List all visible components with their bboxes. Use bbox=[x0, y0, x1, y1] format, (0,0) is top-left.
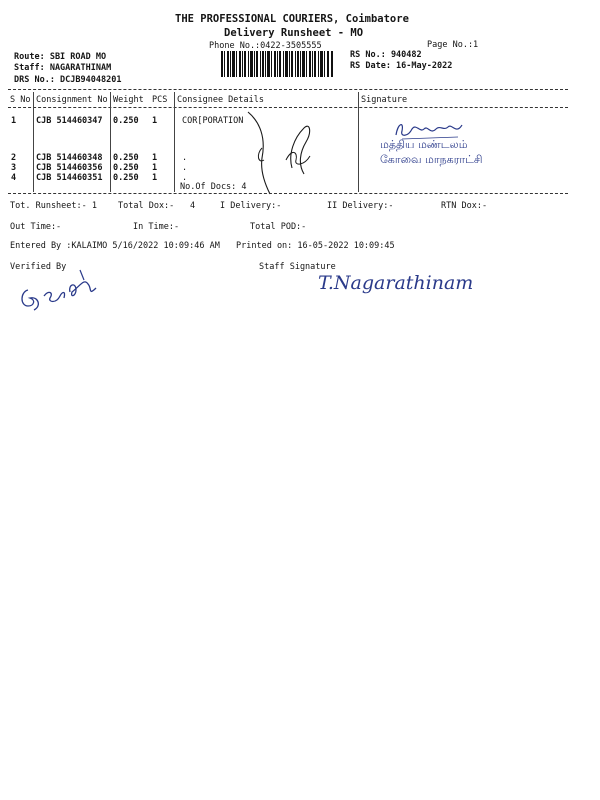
no-of-docs: No.Of Docs: 4 bbox=[180, 182, 247, 192]
in-time: In Time:- bbox=[133, 222, 180, 232]
stamp-line-1: மத்திய மண்டலம் bbox=[380, 138, 468, 151]
staff-signature-name: T.Nagarathinam bbox=[318, 272, 474, 294]
row-weight: 0.250 bbox=[113, 163, 139, 173]
verified-by-label: Verified By bbox=[10, 262, 67, 272]
col-header-sno: S No bbox=[10, 95, 31, 105]
ii-delivery: II Delivery:- bbox=[327, 201, 394, 211]
total-dox-value: 4 bbox=[190, 201, 196, 211]
row-pcs: 1 bbox=[152, 173, 158, 183]
tot-runsheet: Tot. Runsheet:- 1 bbox=[10, 201, 97, 211]
row-weight: 0.250 bbox=[113, 116, 139, 126]
row-sno: 3 bbox=[11, 163, 17, 173]
total-pod: Total POD:- bbox=[250, 222, 307, 232]
col-divider bbox=[110, 92, 111, 192]
out-time: Out Time:- bbox=[10, 222, 62, 232]
col-header-weight: Weight bbox=[113, 95, 144, 105]
col-divider bbox=[33, 92, 34, 192]
route-label: Route: SBI ROAD MO bbox=[14, 52, 107, 62]
col-header-details: Consignee Details bbox=[177, 95, 264, 105]
rtn-dox: RTN Dox:- bbox=[441, 201, 488, 211]
page-number: Page No.:1 bbox=[427, 40, 479, 50]
row-details: . bbox=[182, 153, 188, 163]
row-sno: 4 bbox=[11, 173, 17, 183]
printed-on: Printed on: 16-05-2022 10:09:45 bbox=[236, 241, 395, 251]
stamp-line-2: கோவை மாநகராட்சி bbox=[380, 153, 483, 166]
row-sno: 1 bbox=[11, 116, 17, 126]
col-header-pcs: PCS bbox=[152, 95, 168, 105]
row-weight: 0.250 bbox=[113, 173, 139, 183]
col-divider bbox=[358, 92, 359, 192]
rs-number: RS No.: 940482 bbox=[350, 50, 422, 60]
row-pcs: 1 bbox=[152, 153, 158, 163]
consignee-signature-scribble bbox=[240, 108, 340, 198]
row-details: . bbox=[182, 163, 188, 173]
row-sno: 2 bbox=[11, 153, 17, 163]
barcode bbox=[221, 51, 333, 77]
col-header-signature: Signature bbox=[361, 95, 408, 105]
col-header-consignment: Consignment No bbox=[36, 95, 108, 105]
row-details: . bbox=[182, 173, 188, 183]
document-title: Delivery Runsheet - MO bbox=[224, 27, 364, 39]
row-consignment: CJB 514460347 bbox=[36, 116, 103, 126]
company-name: THE PROFESSIONAL COURIERS, Coimbatore bbox=[175, 13, 409, 25]
table-top-rule bbox=[8, 89, 568, 90]
total-dox-label: Total Dox:- bbox=[118, 201, 175, 211]
row-pcs: 1 bbox=[152, 163, 158, 173]
row-pcs: 1 bbox=[152, 116, 158, 126]
staff-label: Staff: NAGARATHINAM bbox=[14, 63, 112, 73]
drs-number: DRS No.: DCJB94048201 bbox=[14, 75, 122, 85]
staff-signature-label: Staff Signature bbox=[259, 262, 336, 272]
row-consignment: CJB 514460351 bbox=[36, 173, 103, 183]
i-delivery: I Delivery:- bbox=[220, 201, 282, 211]
row-consignment: CJB 514460348 bbox=[36, 153, 103, 163]
phone-number: Phone No.:0422-3505555 bbox=[209, 41, 322, 51]
row-consignment: CJB 514460356 bbox=[36, 163, 103, 173]
verified-by-signature bbox=[14, 266, 106, 318]
col-divider bbox=[174, 92, 175, 192]
rs-date: RS Date: 16-May-2022 bbox=[350, 61, 453, 71]
row-weight: 0.250 bbox=[113, 153, 139, 163]
row-details: COR[PORATION bbox=[182, 116, 244, 126]
table-bottom-rule bbox=[8, 193, 568, 194]
entered-by: Entered By :KALAIMO 5/16/2022 10:09:46 AM bbox=[10, 241, 220, 251]
